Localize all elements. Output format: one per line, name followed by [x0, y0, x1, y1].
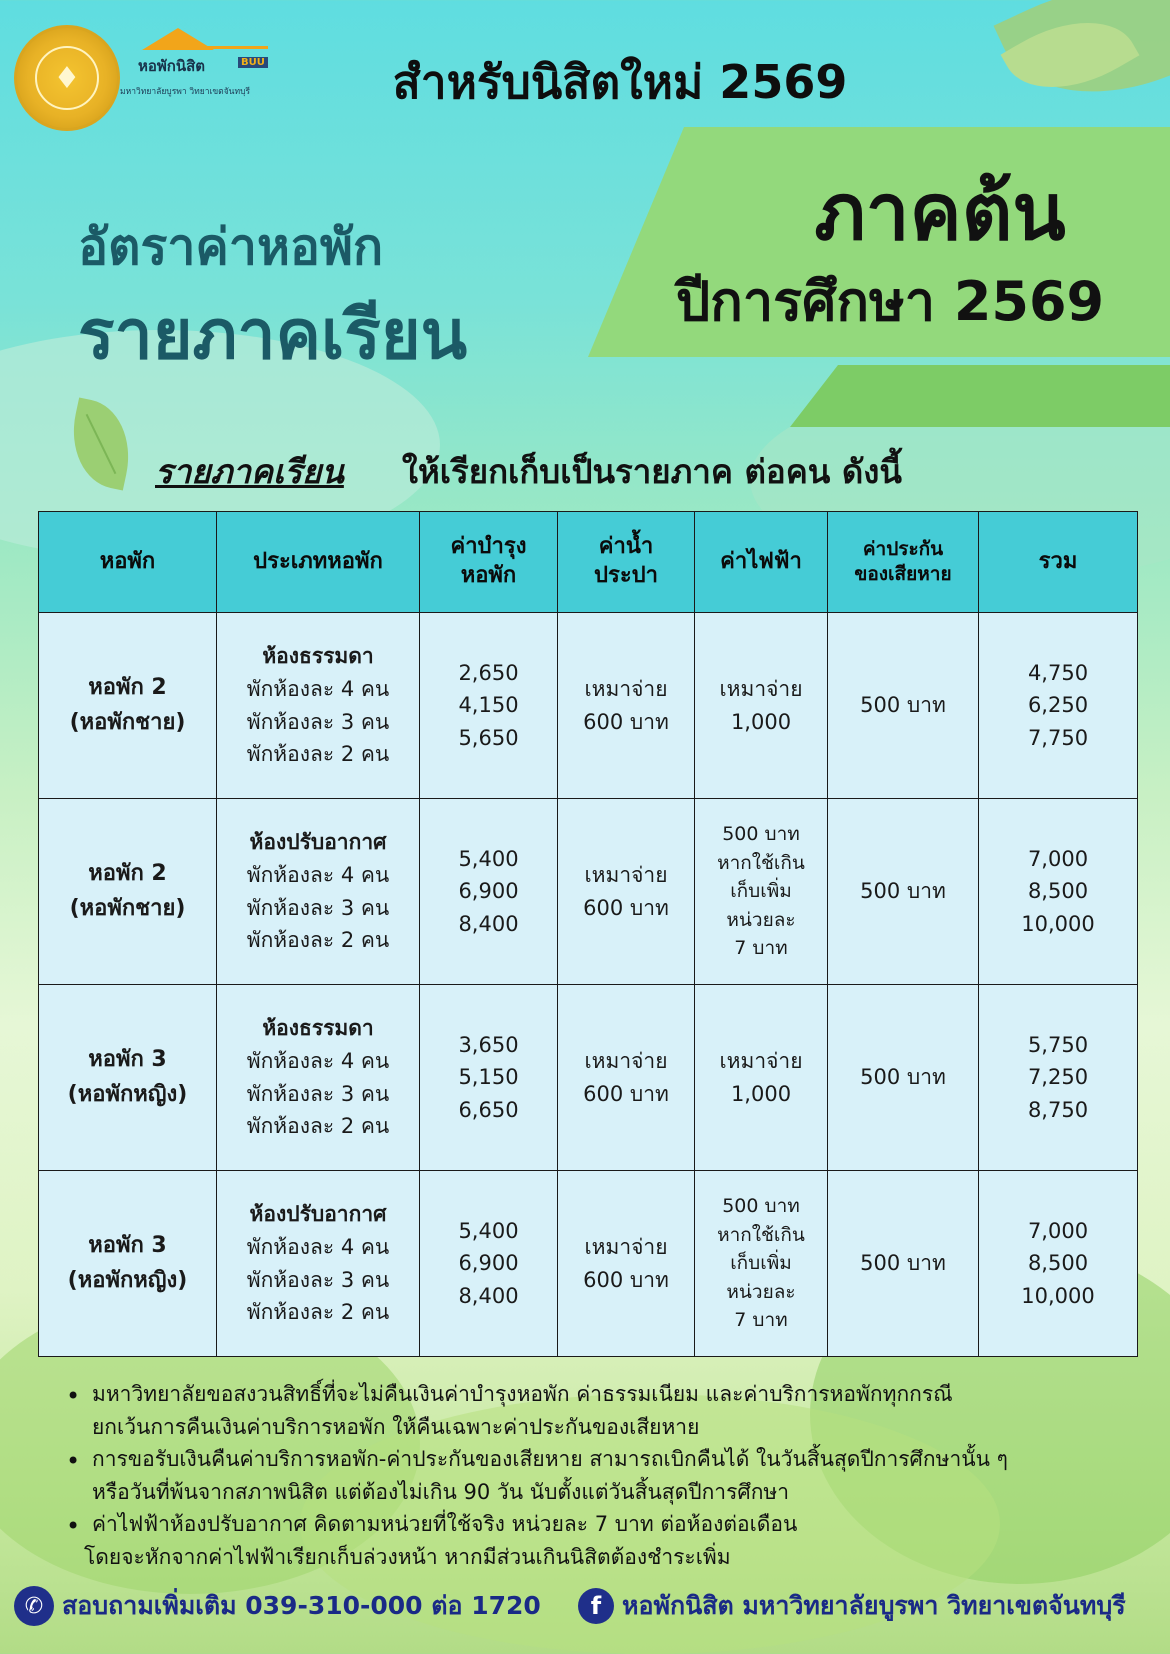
table-row: [39, 799, 1138, 985]
dorm-name: หอพัก 2: [88, 675, 167, 701]
seal-emblem-icon: ♦: [35, 46, 99, 110]
maintenance-value: 6,650: [458, 1097, 519, 1122]
maintenance-value: 6,900: [458, 1251, 519, 1276]
total-value: 5,750: [1027, 1032, 1089, 1057]
cell-total: [979, 985, 1138, 1171]
water-value: 600 บาท: [583, 895, 669, 920]
dorm-gender: (หอพักหญิง): [67, 1267, 188, 1293]
facebook-page-name: หอพักนิสิต มหาวิทยาลัยบูรพา วิทยาเขตจันทบุรี: [622, 1591, 1126, 1620]
electricity-value: 7 บาท: [734, 1309, 788, 1332]
cell-electricity: [695, 1171, 828, 1357]
room-type-title: ห้องธรรมดา: [262, 1016, 374, 1041]
header-maintenance-l2: หอพัก: [460, 563, 517, 588]
header-dorm: หอพัก: [39, 512, 217, 613]
total-value: 4,750: [1027, 660, 1089, 685]
contact-phone-text: สอบถามเพิ่มเติม 039-310-000 ต่อ 1720: [62, 1591, 541, 1620]
cell-insurance: 500 บาท: [828, 985, 979, 1171]
cell-room-type: [217, 613, 420, 799]
occupancy: พักห้องละ 2 คน: [246, 1114, 390, 1139]
occupancy: พักห้องละ 3 คน: [246, 709, 390, 734]
header-insurance-l2: ของเสียหาย: [854, 563, 952, 585]
cell-insurance: 500 บาท: [828, 1171, 979, 1357]
electricity-value: เก็บเพิ่ม: [730, 880, 792, 903]
dorm-gender: (หอพักชาย): [69, 709, 186, 735]
facebook-page-link[interactable]: [578, 1586, 1126, 1626]
total-value: 7,250: [1027, 1065, 1089, 1090]
phone-icon: ✆: [14, 1586, 54, 1626]
table-row: [39, 985, 1138, 1171]
electricity-value: หากใช้เกิน: [717, 851, 805, 874]
total-value: 7,000: [1027, 846, 1089, 871]
total-value: 8,750: [1027, 1097, 1089, 1122]
electricity-value: หน่วยละ: [726, 1280, 796, 1303]
total-value: 6,250: [1027, 693, 1089, 718]
room-type-title: ห้องปรับอากาศ: [249, 830, 387, 855]
header-insurance-l1: ค่าประกัน: [862, 538, 944, 561]
table-subheading: [155, 445, 902, 498]
cell-water: [558, 799, 695, 985]
maintenance-value: 2,650: [458, 660, 519, 685]
university-seal-logo: [14, 25, 120, 131]
academic-year: ปีการศึกษา 2569: [675, 270, 1105, 333]
maintenance-value: 3,650: [458, 1032, 519, 1057]
maintenance-value: 5,650: [458, 725, 519, 750]
cell-dorm: [39, 1171, 217, 1357]
notes-list: [62, 1378, 1142, 1573]
cell-water: [558, 1171, 695, 1357]
note-item: [62, 1378, 1142, 1443]
electricity-value: 1,000: [730, 709, 792, 734]
water-value: เหมาจ่าย: [584, 1048, 668, 1073]
water-value: 600 บาท: [583, 1081, 669, 1106]
cell-maintenance: [420, 985, 558, 1171]
term-title: ภาคต้น: [814, 168, 1066, 258]
cell-total: [979, 799, 1138, 985]
contact-phone[interactable]: [14, 1586, 541, 1626]
cell-insurance: 500 บาท: [828, 613, 979, 799]
electricity-value: เก็บเพิ่ม: [730, 1252, 792, 1275]
dorm-gender: (หอพักหญิง): [67, 1081, 188, 1107]
top-title: สำหรับนิสิตใหม่ 2569: [392, 55, 848, 109]
header-maintenance: [420, 512, 558, 613]
table-row: [39, 1171, 1138, 1357]
cell-maintenance: [420, 799, 558, 985]
header-water: [558, 512, 695, 613]
note-line: หรือวันที่พ้นจากสภาพนิสิต แต่ต้องไม่เกิน 90 วัน นับตั้งแต่วันสิ้นสุดปีการศึกษา: [92, 1479, 790, 1504]
cell-total: [979, 1171, 1138, 1357]
cell-total: [979, 613, 1138, 799]
cell-room-type: [217, 985, 420, 1171]
note-line: ยกเว้นการคืนเงินค่าบริการหอพัก ให้คืนเฉพาะค่าประกันของเสียหาย: [92, 1414, 700, 1439]
maintenance-value: 5,400: [458, 846, 519, 871]
maintenance-value: 5,400: [458, 1218, 519, 1243]
cell-electricity: [695, 799, 828, 985]
maintenance-value: 6,900: [458, 879, 519, 904]
header-insurance: [828, 512, 979, 613]
occupancy: พักห้องละ 4 คน: [246, 676, 390, 701]
total-value: 8,500: [1027, 879, 1089, 904]
cell-electricity: [695, 985, 828, 1171]
cell-insurance: 500 บาท: [828, 799, 979, 985]
dorm-name: หอพัก 3: [88, 1047, 167, 1073]
water-value: 600 บาท: [583, 1267, 669, 1292]
header-electricity: ค่าไฟฟ้า: [695, 512, 828, 613]
electricity-value: 500 บาท: [722, 823, 800, 846]
electricity-value: หากใช้เกิน: [717, 1223, 805, 1246]
cell-water: [558, 613, 695, 799]
logo-roofline: [178, 46, 268, 49]
header-maintenance-l1: ค่าบำรุง: [450, 534, 527, 560]
header-water-l1: ค่าน้ำ: [598, 534, 654, 560]
header-total: รวม: [979, 512, 1138, 613]
headline-line2: รายภาคเรียน: [78, 296, 468, 375]
cell-electricity: [695, 613, 828, 799]
total-value: 7,750: [1027, 725, 1089, 750]
electricity-value: 1,000: [730, 1081, 792, 1106]
subheading-text: ให้เรียกเก็บเป็นรายภาค ต่อคน ดังนี้: [401, 452, 902, 491]
total-value: 7,000: [1027, 1218, 1089, 1243]
occupancy: พักห้องละ 3 คน: [246, 895, 390, 920]
water-value: เหมาจ่าย: [584, 1234, 668, 1259]
occupancy: พักห้องละ 4 คน: [246, 1234, 390, 1259]
electricity-value: 500 บาท: [722, 1195, 800, 1218]
facebook-icon: f: [578, 1588, 614, 1624]
maintenance-value: 8,400: [458, 911, 519, 936]
room-type-title: ห้องปรับอากาศ: [249, 1202, 387, 1227]
maintenance-value: 5,150: [458, 1065, 519, 1090]
headline-line1: อัตราค่าหอพัก: [78, 218, 384, 276]
note-item: [62, 1508, 1142, 1573]
cell-room-type: [217, 1171, 420, 1357]
dorm-name: หอพัก 3: [88, 1233, 167, 1259]
cell-dorm: [39, 799, 217, 985]
water-value: 600 บาท: [583, 709, 669, 734]
water-value: เหมาจ่าย: [584, 862, 668, 887]
header-type: ประเภทหอพัก: [217, 512, 420, 613]
note-item: [62, 1443, 1142, 1508]
electricity-value: เหมาจ่าย: [719, 676, 803, 701]
dorm-rates-table: [38, 511, 1138, 1357]
dorm-brand-badge: BUU: [238, 57, 268, 68]
total-value: 8,500: [1027, 1251, 1089, 1276]
cell-dorm: [39, 613, 217, 799]
room-type-title: ห้องธรรมดา: [262, 644, 374, 669]
header-water-l2: ประปา: [594, 563, 658, 588]
dorm-name: หอพัก 2: [88, 861, 167, 887]
occupancy: พักห้องละ 4 คน: [246, 862, 390, 887]
electricity-value: เหมาจ่าย: [719, 1048, 803, 1073]
cell-dorm: [39, 985, 217, 1171]
electricity-value: หน่วยละ: [726, 908, 796, 931]
note-line: มหาวิทยาลัยขอสงวนสิทธิ์ที่จะไม่คืนเงินค่าบำรุงหอพัก ค่าธรรมเนียม และค่าบริการหอพักทุกกรณี: [92, 1382, 953, 1406]
occupancy: พักห้องละ 2 คน: [246, 928, 390, 953]
banner-stripe: [790, 365, 1170, 427]
table-row: [39, 613, 1138, 799]
note-line: โดยจะหักจากค่าไฟฟ้าเรียกเก็บล่วงหน้า หากมีส่วนเกินนิสิตต้องชำระเพิ่ม: [84, 1544, 731, 1569]
table-header-row: [39, 512, 1138, 613]
occupancy: พักห้องละ 2 คน: [246, 1300, 390, 1325]
total-value: 10,000: [1021, 911, 1095, 936]
cell-room-type: [217, 799, 420, 985]
dorm-gender: (หอพักชาย): [69, 895, 186, 921]
note-line: การขอรับเงินคืนค่าบริการหอพัก-ค่าประกันของเสียหาย สามารถเบิกคืนได้ ในวันสิ้นสุดปีการศึกษานั้น ๆ: [92, 1447, 1008, 1472]
cell-maintenance: [420, 1171, 558, 1357]
electricity-value: 7 บาท: [734, 937, 788, 960]
maintenance-value: 8,400: [458, 1283, 519, 1308]
dormitory-logo: [120, 24, 280, 104]
note-line: ค่าไฟฟ้าห้องปรับอากาศ คิดตามหน่วยที่ใช้จริง หน่วยละ 7 บาท ต่อห้องต่อเดือน: [92, 1512, 798, 1537]
occupancy: พักห้องละ 4 คน: [246, 1048, 390, 1073]
dorm-brand-subtitle: มหาวิทยาลัยบูรพา วิทยาเขตจันทบุรี: [120, 87, 251, 97]
maintenance-value: 4,150: [458, 693, 519, 718]
subheading-label: รายภาคเรียน: [155, 452, 344, 491]
total-value: 10,000: [1021, 1283, 1095, 1308]
water-value: เหมาจ่าย: [584, 676, 668, 701]
dorm-brand-name: หอพักนิสิต: [138, 57, 206, 75]
occupancy: พักห้องละ 3 คน: [246, 1267, 390, 1292]
occupancy: พักห้องละ 2 คน: [246, 742, 390, 767]
occupancy: พักห้องละ 3 คน: [246, 1081, 390, 1106]
cell-maintenance: [420, 613, 558, 799]
cell-water: [558, 985, 695, 1171]
